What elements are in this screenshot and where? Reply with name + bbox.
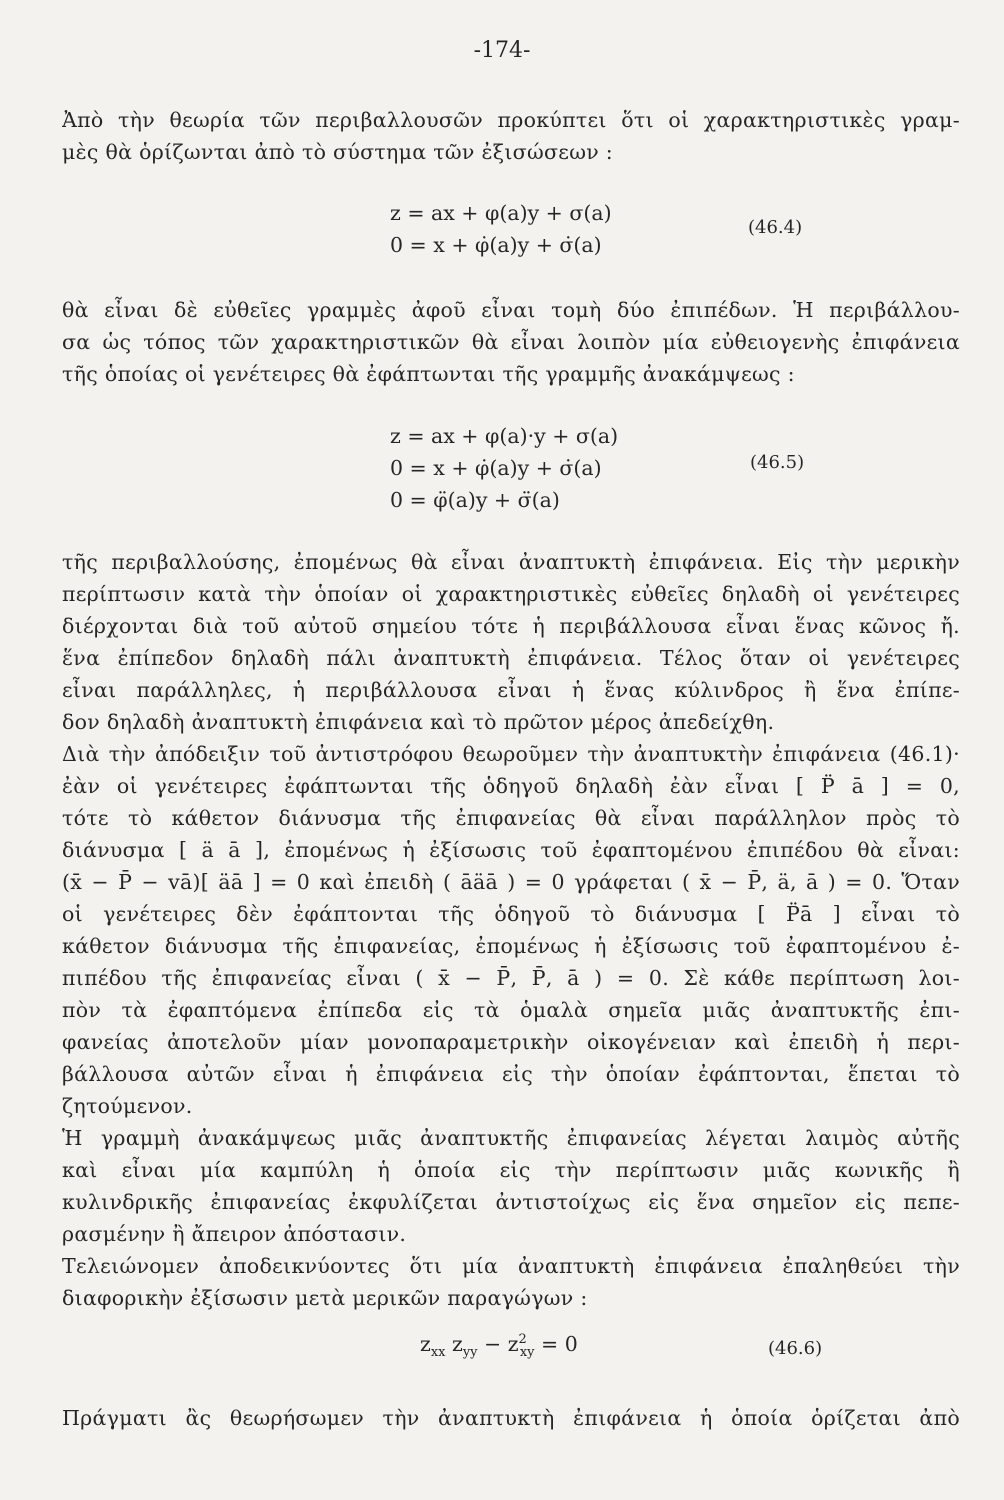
text-line: Ἀπὸ τὴν θεωρία τῶν περιβαλλουσῶν προκύπτει ὅτι οἱ χαρακτηριστικὲς γραμ- <box>62 108 960 132</box>
equation-line: z = ax + φ(a)y + σ(a) <box>390 201 612 225</box>
text-line: περίπτωσιν κατὰ τὴν ὁποίαν οἱ χαρακτηριστικὲς εὐθεῖες δηλαδὴ οἱ γενέτειρες <box>62 582 960 606</box>
text-line: ζητούμενον. <box>62 1094 193 1118</box>
equation-line: 0 = x + φ̇(a)y + σ̇(a) <box>390 456 602 480</box>
text-line: τῆς περιβαλλούσης, ἐπομένως θὰ εἶναι ἀναπτυκτὴ ἐπιφάνεια. Εἰς τὴν μερικὴν <box>62 550 960 574</box>
text-line: φανείας ἀποτελοῦν μίαν μονοπαραμετρικὴν οἰκογένειαν καὶ ἐπειδὴ ἡ περι- <box>62 1030 960 1054</box>
text-line: βάλλουσα αὐτῶν εἶναι ἡ ἐπιφάνεια εἰς τὴν ὁποίαν ἐφάπτονται, ἕπεται τὸ <box>62 1062 960 1086</box>
text-line: Διὰ τὴν ἀπόδειξιν τοῦ ἀντιστρόφου θεωροῦμεν τὴν ἀναπτυκτὴν ἐπιφάνεια (46.1)· <box>62 742 960 766</box>
equation-line: z = ax + φ(a)·y + σ(a) <box>390 424 619 448</box>
text-line: Πράγματι ἂς θεωρήσωμεν τὴν ἀναπτυκτὴ ἐπιφάνεια ἡ ὁποία ὁρίζεται ἀπὸ <box>62 1406 960 1430</box>
paragraph-2 <box>62 294 960 390</box>
text-line: κάθετον διάνυσμα τῆς ἐπιφανείας, ἐπομένως ἡ ἐξίσωσις τοῦ ἐφαπτομένου ἐ- <box>62 934 960 958</box>
text-line: καὶ εἶναι μία καμπύλη ἡ ὁποία εἰς τὴν περίπτωσιν μιᾶς κωνικῆς ἢ <box>62 1158 960 1182</box>
equation-line: 0 = x + φ̇(a)y + σ̇(a) <box>390 233 602 257</box>
text-line: διαφορικὴν ἐξίσωσιν μετὰ μερικῶν παραγώγων : <box>62 1286 588 1310</box>
text-line: διάνυσμα [ ä ā ], ἐπομένως ἡ ἐξίσωσις τοῦ ἐφαπτομένου ἐπιπέδου θὰ εἶναι: <box>62 838 960 862</box>
paragraph-1 <box>62 104 960 168</box>
paragraph-4 <box>62 738 960 1122</box>
text-line: θὰ εἶναι δὲ εὐθεῖες γραμμὲς ἀφοῦ εἶναι τομὴ δύο ἐπιπέδων. Ἡ περιβάλλου- <box>62 298 960 322</box>
paragraph-3 <box>62 546 960 738</box>
equation-46-5 <box>0 420 1004 516</box>
text-line: ἐὰν οἱ γενέτειρες ἐφάπτωνται τῆς ὁδηγοῦ δηλαδὴ ἐὰν εἶναι [ P̈ ā ] = 0, <box>62 774 960 798</box>
text-line: διέρχονται διὰ τοῦ αὐτοῦ σημείου τότε ἡ περιβάλλουσα εἶναι ἕνας κῶνος ἤ. <box>62 614 960 638</box>
equation-line: $z_{xx}$ $z_{yy} - z^2_{xy} = 0$ <box>420 1332 578 1361</box>
text-line: ρασμένην ἢ ἄπειρον ἀπόστασιν. <box>62 1222 407 1246</box>
text-line: τότε τὸ κάθετον διάνυσμα τῆς ἐπιφανείας θὰ εἶναι παράλληλον πρὸς τὸ <box>62 806 960 830</box>
text-line: δον δηλαδὴ ἀναπτυκτὴ ἐπιφάνεια καὶ τὸ πρῶτον μέρος ἀπεδείχθη. <box>62 710 775 734</box>
text-line: σα ὡς τόπος τῶν χαρακτηριστικῶν θὰ εἶναι λοιπὸν μία εὐθειογενὴς ἐπιφάνεια <box>62 330 960 354</box>
equation-46-4 <box>0 197 1004 261</box>
equation-line: 0 = φ̈(a)y + σ̈(a) <box>390 488 560 512</box>
paragraph-6 <box>62 1250 960 1314</box>
text-line: Τελειώνομεν ἀποδεικνύοντες ὅτι μία ἀναπτυκτὴ ἐπιφάνεια ἐπαληθεύει τὴν <box>62 1254 960 1278</box>
text-line: πιπέδου τῆς ἐπιφανείας εἶναι ( x̄ − P̄, P̄, ā ) = 0. Σὲ κάθε περίπτωση λοι- <box>62 966 960 990</box>
equation-number: (46.5) <box>750 452 805 473</box>
paragraph-7 <box>62 1402 960 1434</box>
text-line: εἶναι παράλληλες, ἡ περιβάλλουσα εἶναι ἡ ἕνας κύλινδρος ἢ ἕνα ἐπίπε- <box>62 678 960 702</box>
text-line: (x̄ − P̄ − vā)[ äā ] = 0 καὶ ἐπειδὴ ( āäā ) = 0 γράφεται ( x̄ − P̄, ä, ā ) = 0. Ὅταν <box>62 870 960 894</box>
equation-number: (46.4) <box>748 217 803 238</box>
text-line: οἱ γενέτειρες δὲν ἐφάπτονται τῆς ὁδηγοῦ τὸ διάνυσμα [ P̈ā ] εἶναι τὸ <box>62 902 960 926</box>
paragraph-5 <box>62 1122 960 1250</box>
text-line: Ἡ γραμμὴ ἀνακάμψεως μιᾶς ἀναπτυκτῆς ἐπιφανείας λέγεται λαιμὸς αὐτῆς <box>62 1126 960 1150</box>
equation-number: (46.6) <box>768 1338 823 1359</box>
text-line: πὸν τὰ ἐφαπτόμενα ἐπίπεδα εἰς τὰ ὁμαλὰ σημεῖα μιᾶς ἀναπτυκτῆς ἐπι- <box>62 998 960 1022</box>
text-line: μὲς θὰ ὁρίζωνται ἀπὸ τὸ σύστημα τῶν ἐξισώσεων : <box>62 140 614 164</box>
page-number: -174- <box>473 38 531 63</box>
text-line: κυλινδρικῆς ἐπιφανείας ἐκφυλίζεται ἀντιστοίχως εἰς ἕνα σημεῖον εἰς πεπε- <box>62 1190 960 1214</box>
text-line: τῆς ὁποίας οἱ γενέτειρες θὰ ἐφάπτωνται τῆς γραμμῆς ἀνακάμψεως : <box>62 362 795 386</box>
text-line: ἕνα ἐπίπεδον δηλαδὴ πάλι ἀναπτυκτὴ ἐπιφάνεια. Τέλος ὅταν οἱ γενέτειρες <box>62 646 960 670</box>
